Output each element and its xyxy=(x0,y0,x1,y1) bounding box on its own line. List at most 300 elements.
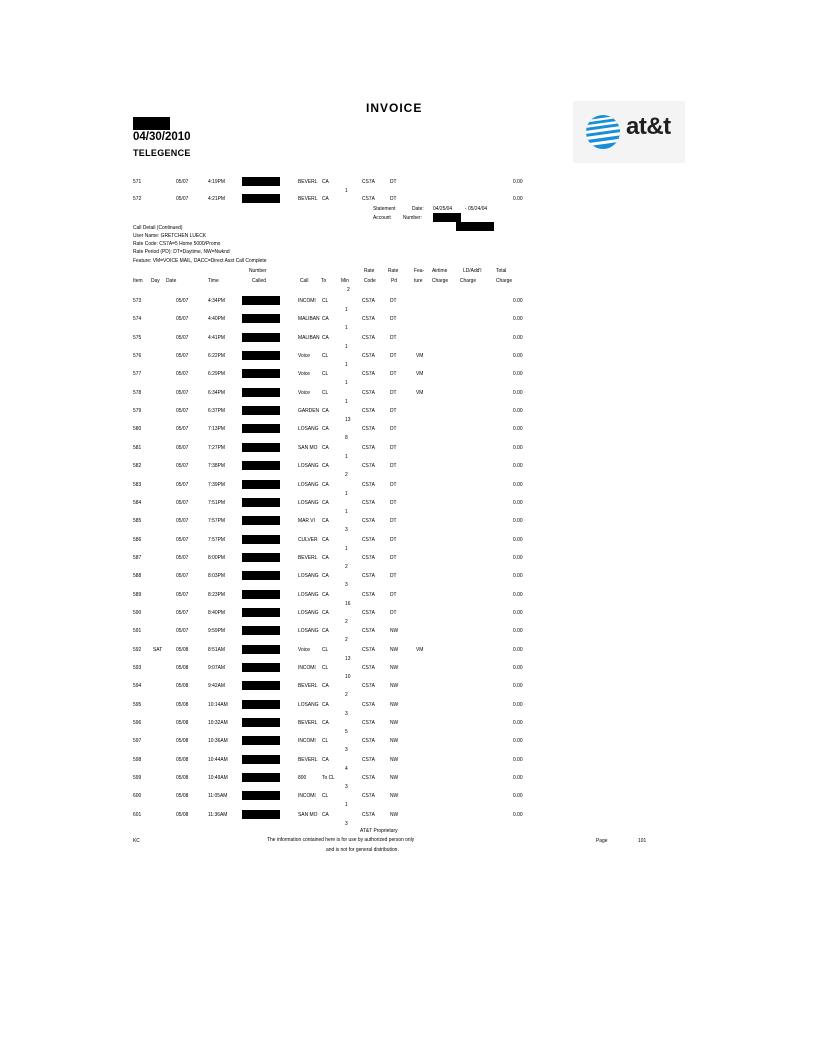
cell-date: 05/07 xyxy=(176,555,189,561)
cell-to: CA xyxy=(322,196,329,202)
cell-item: 576 xyxy=(133,353,142,359)
cell-item: 597 xyxy=(133,738,142,744)
cell-time: 8:03PM xyxy=(208,573,225,579)
cell-item: 574 xyxy=(133,316,142,322)
detail-line-5: Feature: VM=VOICE MAIL, DACC=Direct Asst Call Complete xyxy=(133,258,267,264)
cell-to: CA xyxy=(322,720,329,726)
cell-rate-period: DT xyxy=(390,371,397,377)
cell-rate-code: CS7A xyxy=(362,298,375,304)
cell-to: CL xyxy=(322,647,329,653)
cell-date: 05/08 xyxy=(176,683,189,689)
cell-rate-period: DT xyxy=(390,482,397,488)
cell-rate-code: CS7A xyxy=(362,445,375,451)
cell-rate-code: CS7A xyxy=(362,702,375,708)
cell-date: 05/07 xyxy=(176,371,189,377)
att-globe-icon xyxy=(585,113,621,151)
cell-item: 582 xyxy=(133,463,142,469)
company-name: TELEGENCE xyxy=(133,148,191,158)
cell-item: 598 xyxy=(133,757,142,763)
footer-proprietary: AT&T Proprietary xyxy=(360,828,398,834)
cell-rate-period: DT xyxy=(390,196,397,202)
cell-rate-code: CS7A xyxy=(362,665,375,671)
cell-call: LOSANG xyxy=(298,463,319,469)
col-rate: Rate xyxy=(364,268,375,274)
cell-total: 0.00 xyxy=(513,179,523,185)
cell-min: 2 xyxy=(345,472,348,478)
cell-date: 05/07 xyxy=(176,179,189,185)
cell-total: 0.00 xyxy=(513,335,523,341)
col-date: Date xyxy=(166,278,177,284)
cell-total: 0.00 xyxy=(513,353,523,359)
redacted-number-called xyxy=(242,443,280,452)
cell-item: 572 xyxy=(133,196,142,202)
cell-feature: VM xyxy=(416,371,424,377)
cell-rate-period: NW xyxy=(390,683,399,689)
cell-to: CA xyxy=(322,757,329,763)
cell-total: 0.00 xyxy=(513,482,523,488)
cell-to: CL xyxy=(322,298,329,304)
cell-call: INCOMI xyxy=(298,793,316,799)
cell-rate-period: DT xyxy=(390,298,397,304)
cell-total: 0.00 xyxy=(513,390,523,396)
cell-rate-period: DT xyxy=(390,426,397,432)
cell-call: LOSANG xyxy=(298,482,319,488)
cell-rate-period: NW xyxy=(390,720,399,726)
cell-date: 05/07 xyxy=(176,316,189,322)
cell-item: 587 xyxy=(133,555,142,561)
cell-to: CA xyxy=(322,500,329,506)
col-number: Number xyxy=(249,268,267,274)
cell-rate-period: NW xyxy=(390,665,399,671)
cell-rate-code: CS7A xyxy=(362,390,375,396)
cell-total: 0.00 xyxy=(513,738,523,744)
redacted-account-number-2 xyxy=(456,222,494,231)
cell-to: CA xyxy=(322,518,329,524)
cell-time: 8:51AM xyxy=(208,647,225,653)
redacted-number-called xyxy=(242,700,280,709)
cell-date: 05/08 xyxy=(176,812,189,818)
cell-rate-code: CS7A xyxy=(362,335,375,341)
cell-min: 3 xyxy=(345,784,348,790)
cell-item: 593 xyxy=(133,665,142,671)
cell-min: 3 xyxy=(345,527,348,533)
statement-date-from: 04/25/04 xyxy=(433,206,453,212)
col-to: To xyxy=(321,278,327,284)
cell-date: 05/08 xyxy=(176,775,189,781)
redacted-account-number xyxy=(433,213,461,222)
cell-item: 571 xyxy=(133,179,142,185)
col-airtime: Airtime xyxy=(432,268,448,274)
cell-min: 1 xyxy=(345,509,348,515)
detail-line-4: Rate Period (PD): DT=Daytime, NW=Nwknd xyxy=(133,249,230,255)
cell-time: 8:23PM xyxy=(208,592,225,598)
cell-to: CL xyxy=(322,793,329,799)
col-time: Time xyxy=(208,278,219,284)
cell-total: 0.00 xyxy=(513,537,523,543)
cell-rate-code: CS7A xyxy=(362,196,375,202)
cell-rate-period: DT xyxy=(390,518,397,524)
cell-to: To CL xyxy=(322,775,335,781)
cell-total: 0.00 xyxy=(513,298,523,304)
cell-total: 0.00 xyxy=(513,720,523,726)
cell-rate-period: DT xyxy=(390,573,397,579)
cell-total: 0.00 xyxy=(513,665,523,671)
redacted-number-called xyxy=(242,351,280,360)
footer-page-label: Page xyxy=(596,838,608,844)
cell-rate-period: DT xyxy=(390,610,397,616)
cell-min: 13 xyxy=(345,417,351,423)
cell-rate-code: CS7A xyxy=(362,592,375,598)
cell-call: CULVER xyxy=(298,537,318,543)
redacted-number-called xyxy=(242,736,280,745)
cell-call: Voice xyxy=(298,647,311,653)
cell-rate-code: CS7A xyxy=(362,555,375,561)
cell-call: MAR VI xyxy=(298,518,315,524)
redacted-block xyxy=(133,117,170,130)
cell-rate-period: DT xyxy=(390,179,397,185)
cell-item: 590 xyxy=(133,610,142,616)
cell-to: CL xyxy=(322,390,329,396)
cell-min: 3 xyxy=(345,711,348,717)
redacted-number-called xyxy=(242,388,280,397)
redacted-number-called xyxy=(242,626,280,635)
cell-feature: VM xyxy=(416,647,424,653)
cell-min: 1 xyxy=(345,546,348,552)
cell-time: 4:40PM xyxy=(208,316,225,322)
cell-min: 1 xyxy=(345,802,348,808)
cell-min: 16 xyxy=(345,601,351,607)
cell-min: 3 xyxy=(345,747,348,753)
cell-date: 05/07 xyxy=(176,628,189,634)
cell-to: CA xyxy=(322,482,329,488)
cell-to: CL xyxy=(322,738,329,744)
account-number-label: Number: xyxy=(403,215,422,221)
cell-item: 588 xyxy=(133,573,142,579)
cell-time: 4:34PM xyxy=(208,298,225,304)
cell-total: 0.00 xyxy=(513,812,523,818)
cell-date: 05/07 xyxy=(176,500,189,506)
cell-min: 1 xyxy=(345,454,348,460)
cell-rate-code: CS7A xyxy=(362,683,375,689)
redacted-number-called xyxy=(242,498,280,507)
cell-date: 05/07 xyxy=(176,573,189,579)
cell-to: CA xyxy=(322,812,329,818)
invoice-date: 04/30/2010 xyxy=(133,131,191,143)
cell-time: 8:00PM xyxy=(208,555,225,561)
redacted-number-called xyxy=(242,571,280,580)
invoice-title: INVOICE xyxy=(366,101,423,115)
cell-total: 0.00 xyxy=(513,500,523,506)
redacted-number-called xyxy=(242,645,280,654)
cell-total: 0.00 xyxy=(513,371,523,377)
cell-time: 7:27PM xyxy=(208,445,225,451)
first-row-min: 2 xyxy=(347,287,350,293)
cell-to: CA xyxy=(322,426,329,432)
cell-call: SAN MO xyxy=(298,445,318,451)
redacted-number-called xyxy=(242,553,280,562)
detail-line-3: Rate Code: CS7A=5 Home 5000/Promo xyxy=(133,241,221,247)
cell-to: CA xyxy=(322,316,329,322)
cell-rate-code: CS7A xyxy=(362,463,375,469)
cell-time: 10:32AM xyxy=(208,720,228,726)
cell-min: 4 xyxy=(345,766,348,772)
cell-min: 1 xyxy=(345,307,348,313)
cell-rate-code: CS7A xyxy=(362,179,375,185)
cell-call: BEVERL xyxy=(298,720,318,726)
cell-date: 05/07 xyxy=(176,610,189,616)
cell-date: 05/07 xyxy=(176,390,189,396)
redacted-number-called xyxy=(242,296,280,305)
cell-date: 05/08 xyxy=(176,793,189,799)
redacted-number-called xyxy=(242,406,280,415)
redacted-number-called xyxy=(242,755,280,764)
cell-to: CA xyxy=(322,555,329,561)
cell-min: 1 xyxy=(345,491,348,497)
cell-to: CA xyxy=(322,592,329,598)
redacted-number-called xyxy=(242,516,280,525)
cell-item: 585 xyxy=(133,518,142,524)
cell-time: 7:57PM xyxy=(208,537,225,543)
cell-rate-period: NW xyxy=(390,702,399,708)
cell-rate-period: NW xyxy=(390,628,399,634)
cell-time: 6:29PM xyxy=(208,371,225,377)
cell-time: 7:57PM xyxy=(208,518,225,524)
cell-total: 0.00 xyxy=(513,702,523,708)
cell-date: 05/08 xyxy=(176,757,189,763)
cell-rate-period: DT xyxy=(390,463,397,469)
cell-to: CL xyxy=(322,371,329,377)
cell-rate-code: CS7A xyxy=(362,537,375,543)
cell-rate-code: CS7A xyxy=(362,408,375,414)
col-ldaddl: LD/Add'l xyxy=(463,268,482,274)
cell-item: 594 xyxy=(133,683,142,689)
cell-rate-period: NW xyxy=(390,757,399,763)
cell-min: 10 xyxy=(345,674,351,680)
cell-date: 05/08 xyxy=(176,665,189,671)
cell-rate-period: NW xyxy=(390,793,399,799)
cell-total: 0.00 xyxy=(513,408,523,414)
cell-date: 05/07 xyxy=(176,537,189,543)
cell-call: LOSANG xyxy=(298,610,319,616)
cell-total: 0.00 xyxy=(513,573,523,579)
statement-label: Statement xyxy=(373,206,396,212)
redacted-number-called xyxy=(242,608,280,617)
cell-time: 7:39PM xyxy=(208,482,225,488)
cell-item: 573 xyxy=(133,298,142,304)
cell-call: LOSANG xyxy=(298,573,319,579)
cell-rate-code: CS7A xyxy=(362,500,375,506)
cell-date: 05/07 xyxy=(176,353,189,359)
cell-rate-period: DT xyxy=(390,537,397,543)
cell-rate-period: DT xyxy=(390,500,397,506)
logo-wordmark: at&t xyxy=(626,113,671,140)
cell-item: 580 xyxy=(133,426,142,432)
cell-rate-period: DT xyxy=(390,390,397,396)
cell-min: 2 xyxy=(345,637,348,643)
cell-to: CL xyxy=(322,665,329,671)
cell-rate-code: CS7A xyxy=(362,316,375,322)
cell-rate-code: CS7A xyxy=(362,573,375,579)
statement-date-label: Date: xyxy=(412,206,424,212)
cell-min: 1 xyxy=(345,362,348,368)
cell-min: 1 xyxy=(345,380,348,386)
cell-rate-period: DT xyxy=(390,408,397,414)
cell-item: 599 xyxy=(133,775,142,781)
cell-total: 0.00 xyxy=(513,775,523,781)
cell-date: 05/07 xyxy=(176,426,189,432)
col-pd: Pd xyxy=(391,278,398,284)
cell-total: 0.00 xyxy=(513,445,523,451)
cell-total: 0.00 xyxy=(513,426,523,432)
cell-date: 05/07 xyxy=(176,335,189,341)
cell-total: 0.00 xyxy=(513,683,523,689)
cell-call: GARDEN xyxy=(298,408,320,414)
cell-item: 595 xyxy=(133,702,142,708)
cell-time: 4:41PM xyxy=(208,335,225,341)
cell-feature: VM xyxy=(416,353,424,359)
cell-rate-code: CS7A xyxy=(362,353,375,359)
cell-rate-code: CS7A xyxy=(362,738,375,744)
cell-time: 6:37PM xyxy=(208,408,225,414)
cell-min: 5 xyxy=(345,729,348,735)
cell-min: 3 xyxy=(345,582,348,588)
cell-rate-code: CS7A xyxy=(362,720,375,726)
cell-rate-code: CS7A xyxy=(362,426,375,432)
cell-to: CA xyxy=(322,408,329,414)
redacted-number-called xyxy=(242,681,280,690)
cell-date: 05/07 xyxy=(176,408,189,414)
cell-to: CA xyxy=(322,335,329,341)
footer-left-code: KC xyxy=(133,838,140,844)
redacted-number-called xyxy=(242,718,280,727)
redacted-number-called xyxy=(242,194,280,203)
cell-call: LOSANG xyxy=(298,426,319,432)
footer-notice-line-1: The information contained here is for use by authorized person only xyxy=(267,837,415,843)
cell-total: 0.00 xyxy=(513,518,523,524)
cell-time: 9:42AM xyxy=(208,683,225,689)
cell-date: 05/07 xyxy=(176,196,189,202)
cell-call: SAN MO xyxy=(298,812,318,818)
cell-date: 05/08 xyxy=(176,647,189,653)
redacted-number-called xyxy=(242,333,280,342)
account-label: Account xyxy=(373,215,391,221)
cell-rate-code: CS7A xyxy=(362,371,375,377)
cell-call: BEVERL xyxy=(298,683,318,689)
cell-time: 10:44AM xyxy=(208,757,228,763)
redacted-number-called xyxy=(242,810,280,819)
cell-rate-period: DT xyxy=(390,316,397,322)
cell-time: 4:21PM xyxy=(208,196,225,202)
col-day: Day xyxy=(151,278,160,284)
cell-item: 584 xyxy=(133,500,142,506)
cell-item: 575 xyxy=(133,335,142,341)
cell-item: 591 xyxy=(133,628,142,634)
cell-call: LOSANG xyxy=(298,628,319,634)
cell-call: LOSANG xyxy=(298,500,319,506)
cell-call: Voice xyxy=(298,390,311,396)
col-total: Total xyxy=(496,268,507,274)
cell-call: BEVERL xyxy=(298,757,318,763)
col-charge-3: Charge xyxy=(496,278,513,284)
cell-item: 596 xyxy=(133,720,142,726)
cell-item: 577 xyxy=(133,371,142,377)
redacted-number-called xyxy=(242,461,280,470)
cell-call: LOSANG xyxy=(298,702,319,708)
cell-time: 9:59PM xyxy=(208,628,225,634)
cell-min: 1 xyxy=(345,325,348,331)
cell-total: 0.00 xyxy=(513,610,523,616)
cell-total: 0.00 xyxy=(513,647,523,653)
col-rate2: Rate xyxy=(388,268,399,274)
cell-date: 05/07 xyxy=(176,298,189,304)
att-logo xyxy=(573,101,685,163)
redacted-number-called xyxy=(242,177,280,186)
cell-item: 592 xyxy=(133,647,142,653)
cell-call: BEVERL xyxy=(298,555,318,561)
cell-time: 10:36AM xyxy=(208,738,228,744)
cell-rate-period: NW xyxy=(390,775,399,781)
cell-time: 10:14AM xyxy=(208,702,228,708)
cell-item: 578 xyxy=(133,390,142,396)
cell-time: 7:51PM xyxy=(208,500,225,506)
col-ture: ture xyxy=(414,278,423,284)
cell-time: 10:49AM xyxy=(208,775,228,781)
cell-date: 05/08 xyxy=(176,702,189,708)
redacted-number-called xyxy=(242,535,280,544)
redacted-number-called xyxy=(242,314,280,323)
cell-rate-period: DT xyxy=(390,445,397,451)
cell-to: CA xyxy=(322,610,329,616)
cell-item: 601 xyxy=(133,812,142,818)
cell-date: 05/07 xyxy=(176,463,189,469)
cell-to: CA xyxy=(322,702,329,708)
col-min: Min xyxy=(341,278,349,284)
detail-line-2: User Name: GRETCHEN LUECK xyxy=(133,233,207,239)
cell-rate-code: CS7A xyxy=(362,518,375,524)
cell-call: Voice xyxy=(298,353,311,359)
col-fea: Fea- xyxy=(414,268,425,274)
footer-notice-line-2: and is not for general distribution. xyxy=(326,847,399,853)
cell-feature: VM xyxy=(416,390,424,396)
cell-total: 0.00 xyxy=(513,628,523,634)
cell-rate-period: NW xyxy=(390,812,399,818)
cell-item: 600 xyxy=(133,793,142,799)
cell-date: 05/07 xyxy=(176,445,189,451)
cell-call: INCOMI xyxy=(298,738,316,744)
footer-page-number: 101 xyxy=(638,838,647,844)
cell-rate-code: CS7A xyxy=(362,628,375,634)
col-call: Call xyxy=(300,278,309,284)
cell-rate-code: CS7A xyxy=(362,757,375,763)
cell-rate-period: NW xyxy=(390,647,399,653)
cell-time: 7:13PM xyxy=(208,426,225,432)
redacted-number-called xyxy=(242,663,280,672)
col-item: Item xyxy=(133,278,143,284)
redacted-number-called xyxy=(242,369,280,378)
col-called: Called xyxy=(252,278,266,284)
cell-item: 581 xyxy=(133,445,142,451)
cell-min: 2 xyxy=(345,619,348,625)
cell-to: CA xyxy=(322,179,329,185)
cell-total: 0.00 xyxy=(513,793,523,799)
cell-call: LOSANG xyxy=(298,592,319,598)
cell-item: 586 xyxy=(133,537,142,543)
cell-total: 0.00 xyxy=(513,555,523,561)
cell-time: 8:40PM xyxy=(208,610,225,616)
cell-date: 05/07 xyxy=(176,518,189,524)
cell-day: SAT xyxy=(153,647,163,653)
cell-min: 3 xyxy=(345,821,348,827)
